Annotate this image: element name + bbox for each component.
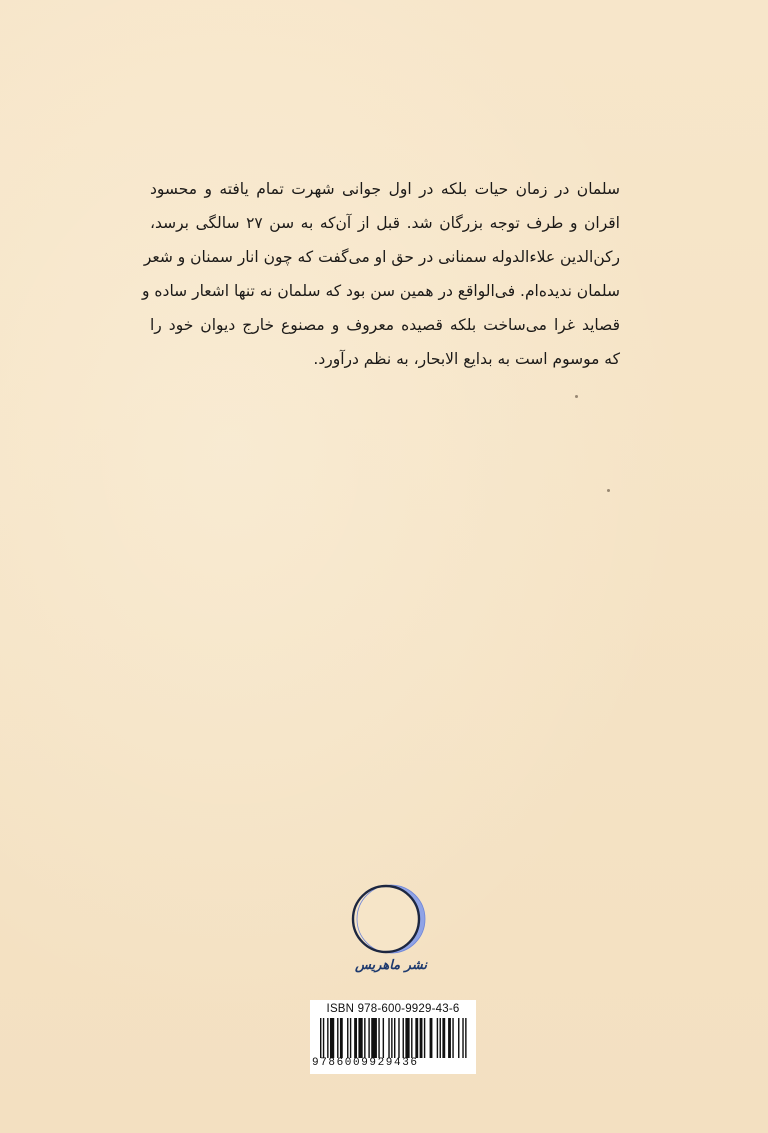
paper-speck <box>607 489 610 492</box>
publisher-name: نشر ماهریس <box>354 958 428 973</box>
crescent-moon-icon <box>346 882 436 958</box>
publisher-logo <box>346 882 436 982</box>
paper-speck <box>575 395 578 398</box>
blurb-line: رکن‌الدین علاءالدوله سمنانی در حق او می‌گفت که چون انار سمنان و شعر <box>143 248 620 266</box>
isbn-barcode <box>310 1000 476 1074</box>
blurb-line: که موسوم است به بدایع الابحار، به نظم درآورد. <box>313 350 620 368</box>
barcode-bars <box>320 1018 468 1058</box>
isbn-label: ISBN 978-600-9929-43-6 <box>326 1003 460 1015</box>
blurb-line: سلمان ندیده‌ام. فی‌الواقع در همین سن بود که سلمان نه تنها اشعار ساده و <box>142 282 620 300</box>
back-cover-blurb <box>142 172 620 376</box>
blurb-line: سلمان در زمان حیات بلکه در اول جوانی شهرت تمام یافته و محسود <box>150 180 620 198</box>
blurb-line: اقران و طرف توجه بزرگان شد. قبل از آن‌که به سن ۲۷ سالگی برسد، <box>150 214 620 232</box>
ean-digits: 9786009929436 <box>312 1057 419 1069</box>
blurb-line: قصاید غرا می‌ساخت بلکه قصیده معروف و مصنوع خارج دیوان خود را <box>150 316 620 334</box>
